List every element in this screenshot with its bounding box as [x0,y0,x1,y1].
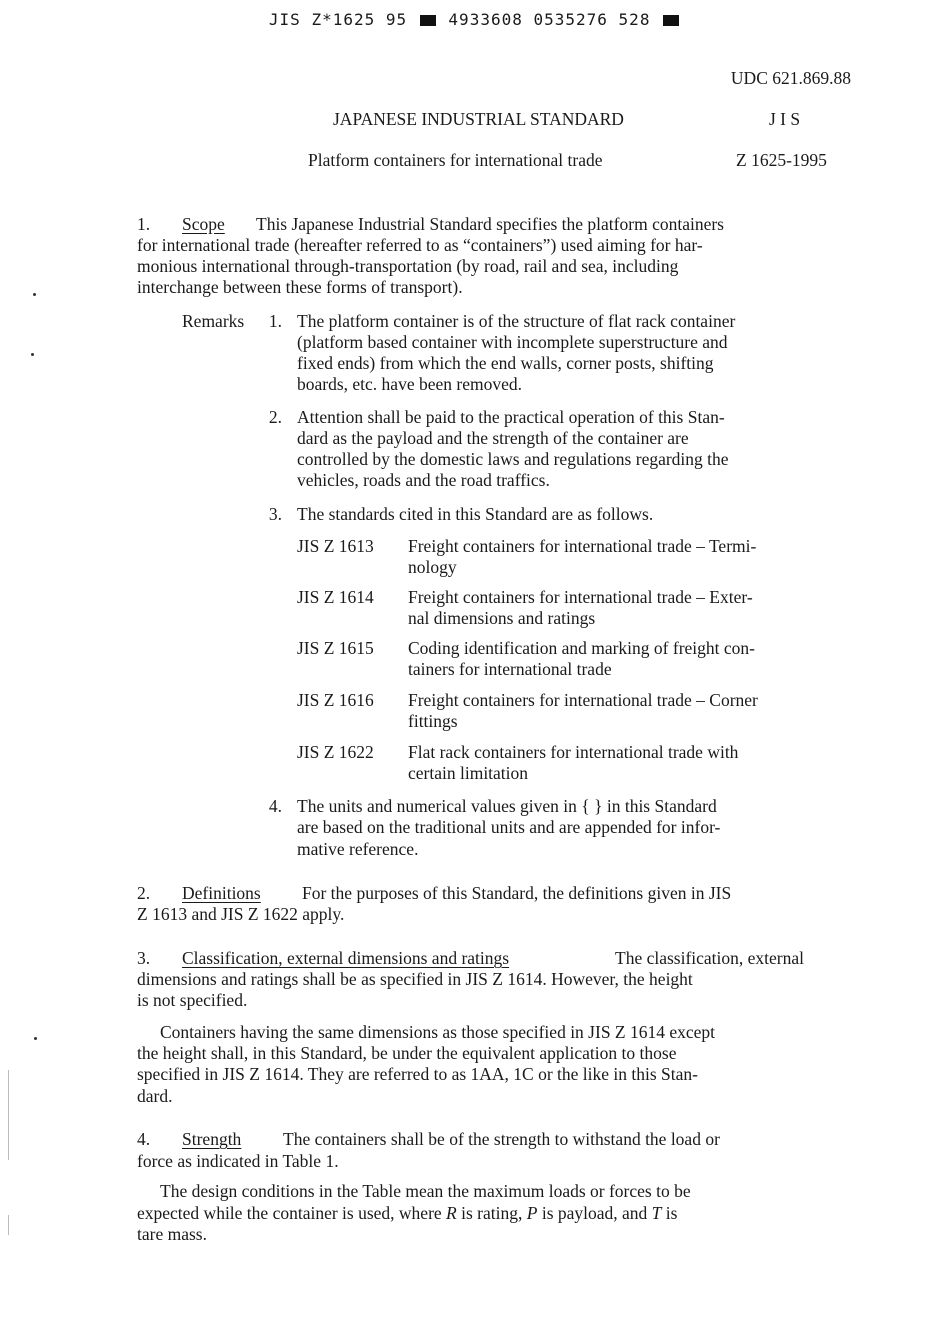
symbol-tare-mass: T [651,1203,662,1223]
text-line: dard as the payload and the strength of the container are [297,428,689,448]
text-line: mative reference. [297,839,419,859]
text-line: The classification, external [615,948,805,968]
text-line: tare mass. [137,1224,207,1244]
text-line: dimensions and ratings shall be as specified in JIS Z 1614. However, the height [137,969,693,989]
section-number: 3. [137,948,151,968]
text-segment: is rating, [456,1203,527,1223]
remark-number: 1. [268,311,282,331]
text-line: The design conditions in the Table mean the maximum loads or forces to be [160,1181,691,1201]
reference-title: nology [408,557,457,577]
text-line: The containers shall be of the strength to withstand the load or [283,1129,720,1149]
jis-label: J I S [769,109,801,129]
barcode-block-icon [420,15,436,26]
text-line: The units and numerical values given in { } in this Standard [297,796,717,816]
text-line: (platform based container with incomplete superstructure and [297,332,728,352]
reference-code: JIS Z 1622 [297,742,374,762]
reference-code: JIS Z 1615 [297,638,374,658]
reference-code: JIS Z 1614 [297,587,374,607]
text-line: is not specified. [137,990,248,1010]
reference-title: Freight containers for international trade – Exter- [408,587,753,607]
scan-header [0,10,950,29]
barcode-block-icon [663,15,679,26]
reference-title: Coding identification and marking of freight con- [408,638,755,658]
section-heading: Definitions [182,883,261,903]
scan-header-left: JIS Z*1625 95 [268,10,408,29]
standard-number: Z 1625-1995 [736,150,827,170]
reference-code: JIS Z 1613 [297,536,374,556]
text-line: Attention shall be paid to the practical operation of this Stan- [297,407,725,427]
section-number: 4. [137,1129,151,1149]
section-number: 1. [137,214,151,234]
scan-speck [33,293,36,296]
remark-number: 2. [268,407,282,427]
text-segment: expected while the container is used, where [137,1203,447,1223]
reference-title: fittings [408,711,458,731]
remark-number: 3. [268,504,282,524]
section-number: 2. [137,883,151,903]
text-line: This Japanese Industrial Standard specifies the platform containers [256,214,724,234]
scan-margin-mark [8,1215,9,1235]
text-line: The standards cited in this Standard are as follows. [297,504,654,524]
scan-header-middle: 4933608 0535276 528 [448,10,651,29]
text-segment: is [661,1203,678,1223]
symbol-rating: R [446,1203,457,1223]
standard-org: JAPANESE INDUSTRIAL STANDARD [333,109,624,129]
reference-title: certain limitation [408,763,529,783]
text-line: boards, etc. have been removed. [297,374,522,394]
text-line: Containers having the same dimensions as those specified in JIS Z 1614 except [160,1022,716,1042]
symbol-payload: P [526,1203,538,1223]
section-heading: Strength [182,1129,242,1149]
text-line: are based on the traditional units and are appended for infor- [297,817,721,837]
reference-title: Freight containers for international trade – Termi- [408,536,757,556]
remarks-label: Remarks [182,311,245,331]
text-line: monious international through-transportation (by road, rail and sea, including [137,256,679,276]
text-line: The platform container is of the structure of flat rack container [297,311,736,331]
reference-title: Flat rack containers for international trade with [408,742,739,762]
text-line: interchange between these forms of transport). [137,277,463,297]
text-line: for international trade (hereafter referred to as “containers”) used aiming for har- [137,235,703,255]
text-line: fixed ends) from which the end walls, corner posts, shifting [297,353,714,373]
text-line: For the purposes of this Standard, the definitions given in JIS [302,883,732,903]
scan-speck [31,353,34,356]
udc-number: UDC 621.869.88 [730,68,851,88]
text-line: specified in JIS Z 1614. They are referred to as 1AA, 1C or the like in this Stan- [137,1064,698,1084]
text-line: vehicles, roads and the road traffics. [297,470,550,490]
text-line: Z 1613 and JIS Z 1622 apply. [137,904,345,924]
reference-title: tainers for international trade [408,659,612,679]
reference-title: nal dimensions and ratings [408,608,596,628]
text-segment: is payload, and [537,1203,652,1223]
text-line [137,1203,849,1225]
text-line: dard. [137,1086,173,1106]
reference-code: JIS Z 1616 [297,690,374,710]
text-line: controlled by the domestic laws and regulations regarding the [297,449,729,469]
scan-speck [34,1037,37,1040]
standard-title: Platform containers for international trade [308,150,603,170]
text-line: force as indicated in Table 1. [137,1151,339,1171]
remark-number: 4. [268,796,282,816]
scan-margin-mark [8,1070,9,1160]
text-line: the height shall, in this Standard, be under the equivalent application to those [137,1043,677,1063]
section-heading: Scope [182,214,225,234]
section-heading: Classification, external dimensions and ratings [182,948,510,968]
reference-title: Freight containers for international trade – Corner [408,690,758,710]
